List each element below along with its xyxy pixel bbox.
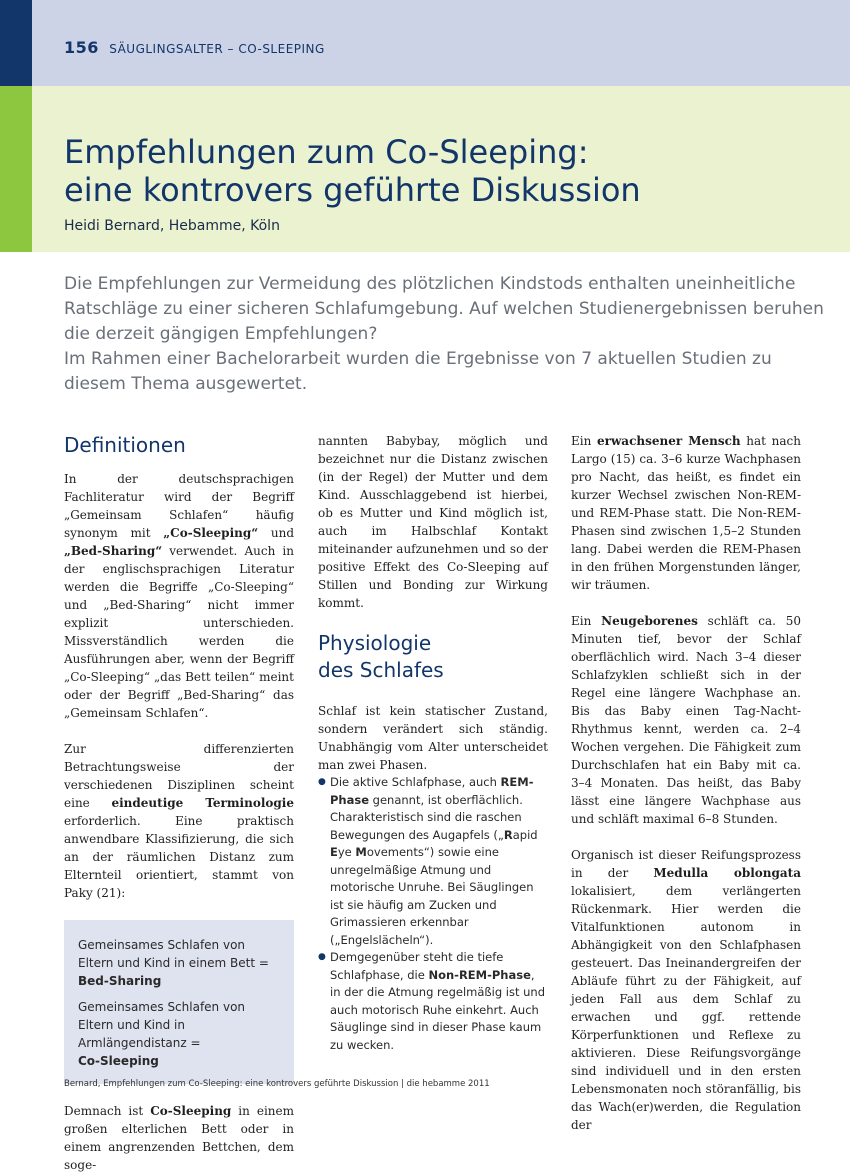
heading-definitionen: Definitionen (64, 433, 186, 457)
paragraph (64, 740, 294, 902)
bold-letter: E (330, 845, 338, 859)
text-run: Zur differenzierten Betrachtungsweise der verschiedenen Disziplinen scheint eine (64, 742, 294, 810)
bold-letter: M (355, 845, 367, 859)
title-line-2: eine kontrovers geführte Diskussion (64, 171, 641, 209)
paragraph (64, 1102, 294, 1174)
list-item (318, 774, 548, 949)
bold-term: Medulla oblongata (653, 866, 801, 880)
text-run: ovements“) sowie eine unregelmäßige Atmung und motorische Unruhe. Bei Säuglingen ist sie häufig am Zucken und Grimassieren erkennbar („Engelslächeln“). (330, 845, 534, 947)
section-title: SÄUGLINGSALTER – CO-SLEEPING (109, 42, 325, 56)
text-run: erforderlich. Eine praktisch anwendbare Klassifizierung, die sich an der räumlichen Distanz zum Elternteil orientiert, stammt von Paky (21): (64, 814, 294, 900)
title-accent (0, 86, 32, 252)
author-line: Heidi Bernard, Hebamme, Köln (64, 218, 280, 234)
text-run: apid (512, 827, 538, 842)
definition-box (64, 920, 294, 1084)
column-2 (318, 432, 548, 1054)
text-run: , in der die Atmung regelmäßig ist und auch motorisch Ruhe einkehrt. Auch Säuglinge sind in dieser Phase kaum zu wecken. (330, 967, 546, 1052)
paragraph (571, 432, 801, 594)
bullet-list (318, 774, 548, 1054)
text-run: Demgegenüber steht die tiefe Schlafphase, die (330, 950, 504, 982)
header-accent (0, 0, 32, 86)
paragraph (571, 846, 801, 1134)
text-run: Ein (571, 614, 602, 628)
text-run: Organisch ist dieser Reifungsprozess in der (571, 848, 801, 880)
paragraph: Schlaf ist kein statischer Zustand, sondern verändert sich ständig. Unabhängig vom Alter unterscheidet man zwei Phasen. (318, 704, 548, 772)
heading-line: Physiologie (318, 631, 432, 655)
definition-text: Gemeinsames Schlafen von Eltern und Kind in einem Bett = (78, 938, 269, 970)
definition-text: Gemeinsames Schlafen von Eltern und Kind in Armlängendistanz = (78, 1000, 246, 1050)
lead-text-1: Die Empfehlungen zur Vermeidung des plötzlichen Kindstods enthalten uneinheitliche Ratschläge zu einer sicheren Schlafumgebung. Auf welchen Studienergebnissen beruhen die derzeit gängigen Empfehlungen? (64, 274, 824, 344)
bold-letter: R (503, 827, 513, 842)
definition-co-sleeping (78, 998, 280, 1070)
bold-term: Co-Sleeping (150, 1104, 232, 1118)
bold-term: Non-REM-Phase (428, 967, 531, 982)
text-run: hat nach Largo (15) ca. 3–6 kurze Wachphasen pro Nacht, das heißt, es findet ein kurzer Wechsel zwischen Non-REM- und REM-Phase statt. Die Non-REM-Phasen sind zwischen 1,5–2 Stunden lang. Dabei werden die REM-Phasen in den frühen Morgenstunden länger, wir träumen. (571, 434, 801, 592)
definition-bed-sharing (78, 936, 280, 990)
bold-term: Neugeborenes (601, 614, 698, 628)
text-run: lokalisiert, dem verlängerten Rückenmark. Hier werden die Vitalfunktionen autonom in Abhängigkeit von den Schlafphasen gesteuert. Das Ineinandergreifen der Abläufe führt zu der Fähigkeit, auf jeden Fall aus dem Schlaf zu erwachen und ggf. rettende Körperfunktionen und Reflexe zu aktivieren. Diese Reifungsvorgänge sind individuell und in den ersten Lebensmonaten noch störanfällig, bis das Wach(er)werden, die Regulation der (571, 884, 801, 1132)
heading-physiologie (318, 630, 548, 684)
definition-term: Co-Sleeping (78, 1054, 159, 1068)
bold-term: erwachsener Mensch (597, 434, 741, 448)
definition-term: Bed-Sharing (78, 974, 162, 988)
column-1 (64, 432, 294, 1174)
bold-term: „Co-Sleeping“ (163, 526, 259, 540)
text-run: in einem großen elterlichen Bett oder in einem angrenzenden Bettchen, dem soge- (64, 1104, 294, 1172)
bold-term: eindeutige Terminologie (111, 796, 294, 810)
list-item (318, 949, 548, 1054)
text-run: Demnach ist (64, 1104, 151, 1118)
running-header (64, 38, 325, 57)
text-run: ye (337, 845, 356, 859)
text-run: schläft ca. 50 Minuten tief, bevor der Schlaf oberflächlich wird. Nach 3–4 dieser Schlafzyklen schließt sich in der Regel eine längere Wachphase an. Bis das Baby einen Tag-Nacht-Rhythmus kennt, werden ca. 2–4 Wochen vergehen. Die Fähigkeit zum Durchschlafen hat ein Baby mit ca. 3–4 Monaten. Das heißt, das Baby lässt eine längere Wachphase aus und schläft maximal 6–8 Stunden. (571, 614, 802, 826)
text-run: und (258, 526, 295, 540)
paragraph: nannten Babybay, möglich und bezeichnet nur die Distanz zwischen (in der Regel) der Mutter und dem Kind. Ausschlaggebend ist hierbei, ob es Mutter und Kind möglich ist, auch im Halbschlaf Kontakt miteinander aufzunehmen und so der positive Effekt des Co-Sleeping auf Stillen und Bonding zur Wirkung kommt. (318, 434, 548, 610)
heading-line: des Schlafes (318, 658, 444, 682)
paragraph (64, 470, 294, 722)
lead-paragraph (64, 272, 824, 397)
paragraph (571, 612, 801, 828)
footer-citation: Bernard, Empfehlungen zum Co-Sleeping: eine kontrovers geführte Diskussion | die hebamme 2011 (64, 1079, 490, 1089)
text-run: genannt, ist oberflächlich. Charakteristisch sind die raschen Bewegungen des Augapfels („ (330, 792, 523, 842)
text-run: verwendet. Auch in der englischsprachigen Literatur werden die Begriffe „Co-Sleeping“ und „Bed-Sharing“ nicht immer explizit unterschieden. Missverständlich werden die Ausführungen aber, wenn der Begriff „Co-Sleeping“ „das Bett teilen“ meint oder der Begriff „Bed-Sharing“ das „Gemeinsam Schlafen“. (64, 544, 294, 720)
lead-text-2: Im Rahmen einer Bachelorarbeit wurden die Ergebnisse von 7 aktuellen Studien zu diesem Thema ausgewertet. (64, 349, 772, 394)
bold-term: „Bed-Sharing“ (64, 544, 163, 558)
text-run: In der deutschsprachigen Fachliteratur wird der Begriff „Gemeinsam Schlafen“ häufig synonym mit (64, 472, 294, 540)
bold-term: REM-Phase (330, 775, 534, 807)
page-number: 156 (64, 38, 99, 57)
column-3 (571, 432, 801, 1134)
article-title (64, 133, 824, 209)
text-run: Die aktive Schlafphase, auch (330, 775, 501, 789)
title-line-1: Empfehlungen zum Co-Sleeping: (64, 133, 589, 171)
text-run: Ein (571, 434, 597, 448)
